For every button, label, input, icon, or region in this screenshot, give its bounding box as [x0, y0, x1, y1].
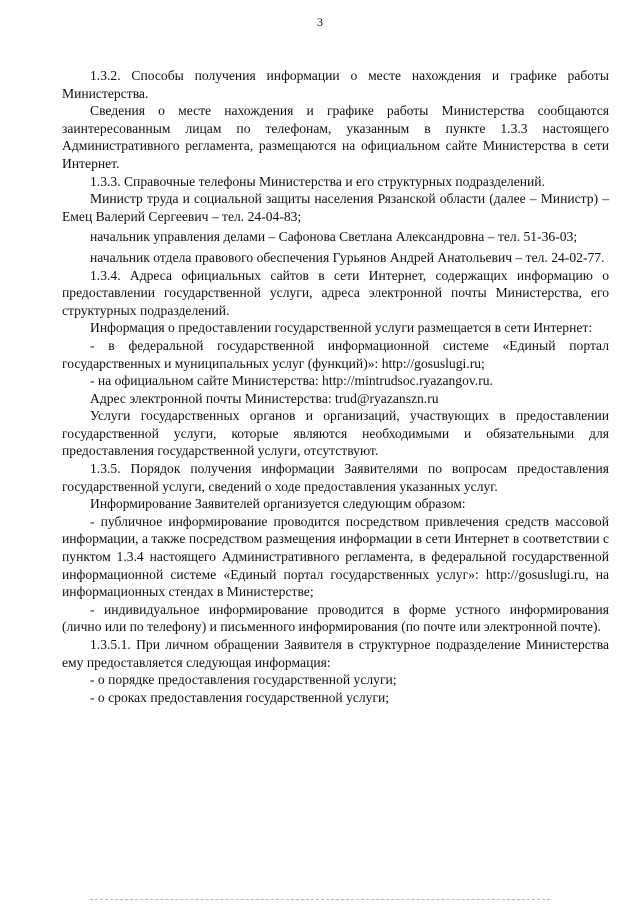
paragraph-1-3-5-1: 1.3.5.1. При личном обращении Заявителя в структурное подразделение Министерства ему предоставляется следующая информация:: [62, 637, 609, 670]
paragraph-location-info: Сведения о месте нахождения и графике работы Министерства сообщаются заинтересованным лицам по телефонам, указанным в пункте 1.3.3 настоящего Административного регламента, размещаются на официальном сайте Министерства в сети Интернет.: [62, 103, 609, 171]
paragraph-terms-item: - о сроках предоставления государственной услуги;: [90, 689, 390, 705]
paragraph-related-services: Услуги государственных органов и организаций, участвующих в предоставлении государственной услуги, которые являются необходимыми и обязательными для предоставления государственной услуги, отсутствуют.: [62, 408, 609, 459]
paragraph-individual-informing: - индивидуальное информирование проводится в форме устного информирования (лично или по телефону) и письменного информирования (по почте или электронной почте).: [62, 601, 609, 635]
paragraph-1-3-3: 1.3.3. Справочные телефоны Министерства и его структурных подразделений.: [90, 173, 545, 189]
paragraph-legal-head-phone: начальник отдела правового обеспечения Гурьянов Андрей Анатольевич – тел. 24-02-77.: [90, 249, 605, 265]
footer-divider: [90, 899, 550, 902]
paragraph-1-3-5: 1.3.5. Порядок получения информации Заявителями по вопросам предоставления государственной услуги, сведений о ходе предоставления указанных услуг.: [62, 461, 609, 494]
paragraph-email: Адрес электронной почты Министерства: trud@ryazanszn.ru: [90, 390, 439, 406]
paragraph-admin-head-phone: начальник управления делами – Сафонова Светлана Александровна – тел. 51-36-03;: [90, 229, 578, 245]
paragraph-ministry-site: - на официальном сайте Министерства: http://mintrudsoc.ryazangov.ru.: [90, 373, 493, 389]
paragraph-minister-phone: Министр труда и социальной защиты населения Рязанской области (далее – Министр) – Емец Валерий Сергеевич – тел. 24-04-83;: [62, 191, 609, 224]
paragraph-informing: Информирование Заявителей организуется следующим образом:: [90, 496, 466, 512]
document-body: [62, 67, 609, 706]
paragraph-1-3-4: 1.3.4. Адреса официальных сайтов в сети Интернет, содержащих информацию о предоставлении государственной услуги, адреса электронной почты Министерства, его структурных подразделений.: [62, 267, 609, 318]
page-number: 3: [317, 15, 323, 29]
paragraph-gosuslugi: - в федеральной государственной информационной системе «Единый портал государственных и муниципальных услуг (функций)»: http://gosuslugi.ru;: [62, 337, 609, 371]
paragraph-public-informing: - публичное информирование проводится посредством привлечения средств массовой информации, а также посредством размещения информации в сети Интернет в соответствии с пунктом 1.3.4 настоящего Административного регламента, в федеральной государственной информационной системе «Единый портал государственных услуг»: http://gosuslugi.ru, на информационных стендах в Министерстве;: [62, 513, 609, 600]
paragraph-1-3-2: 1.3.2. Способы получения информации о месте нахождения и графике работы Министерства.: [62, 68, 609, 101]
paragraph-order-item: - о порядке предоставления государственной услуги;: [90, 672, 397, 688]
paragraph-internet-info: Информация о предоставлении государственной услуги размещается в сети Интернет:: [90, 320, 593, 336]
